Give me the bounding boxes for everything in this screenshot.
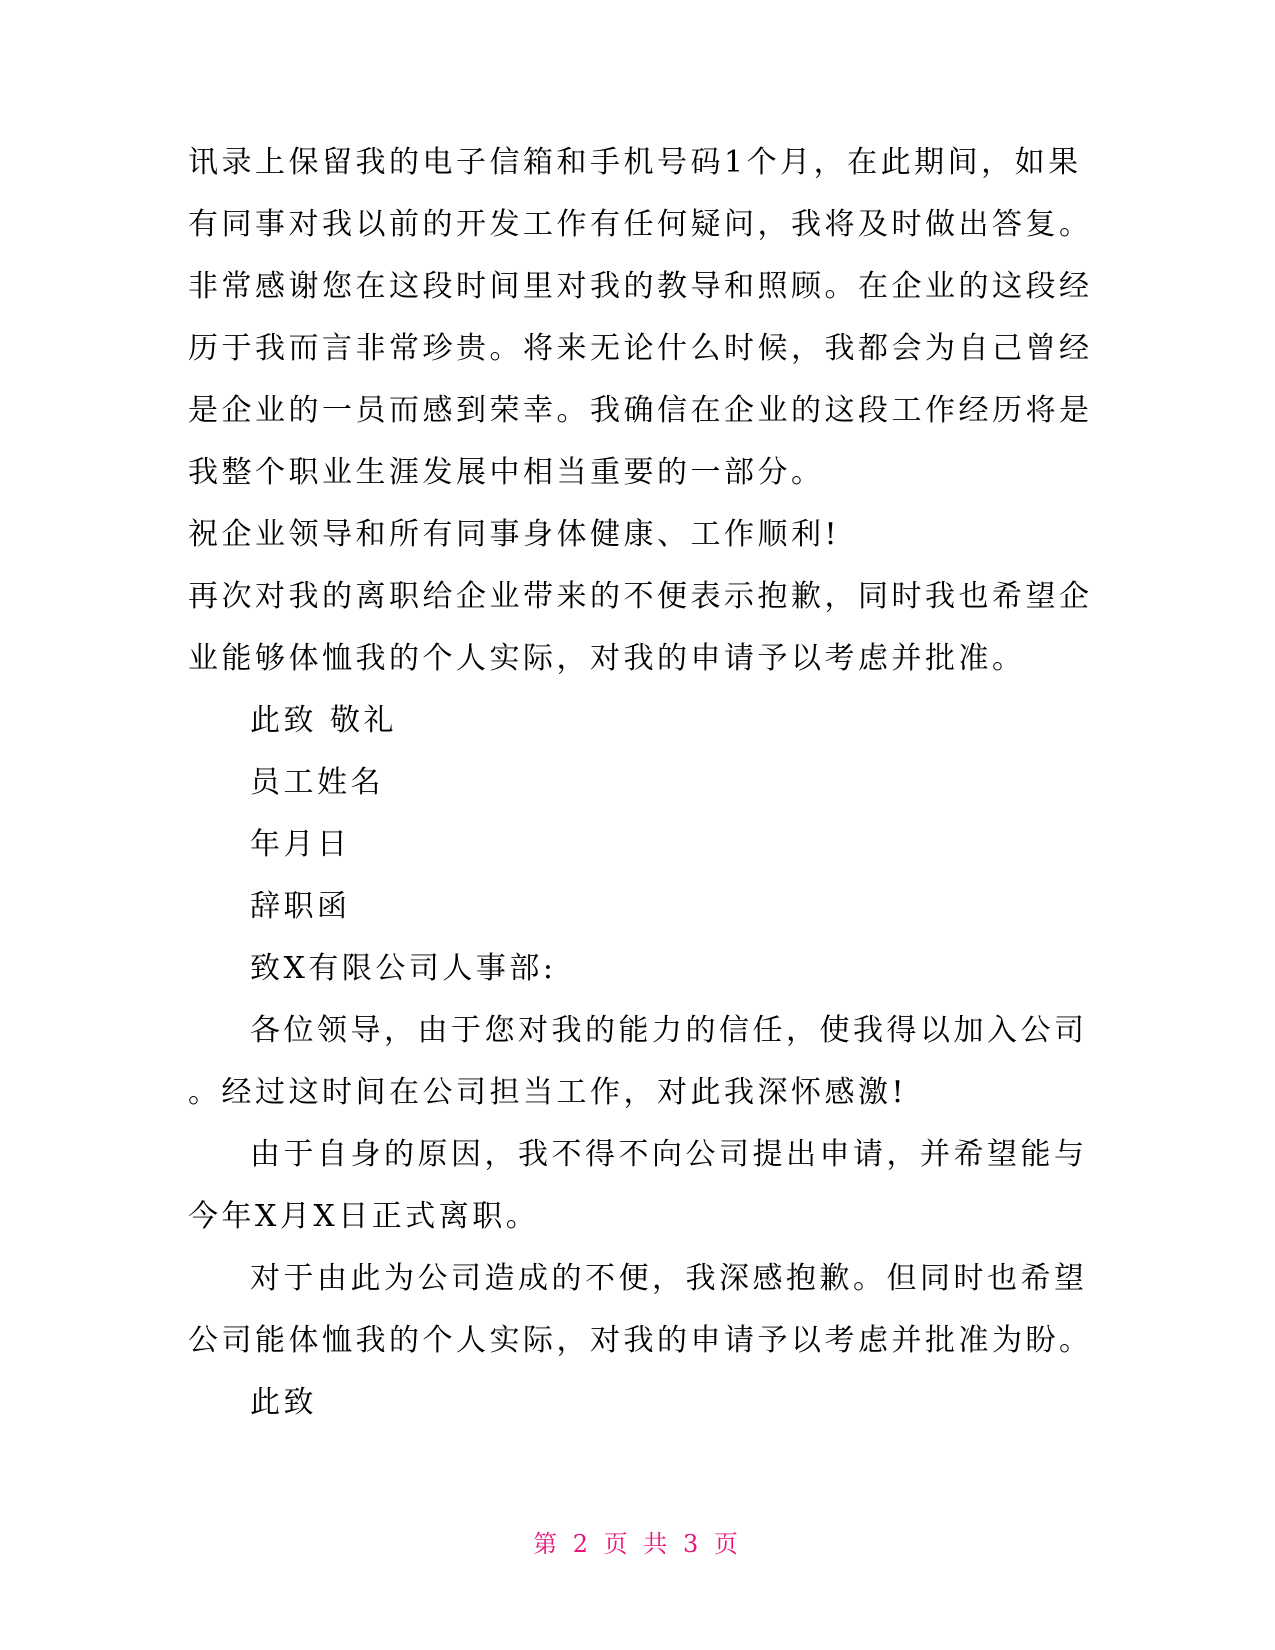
closing-salutation: 此致 敬礼 (250, 703, 398, 738)
text-line: 讯录上保留我的电子信箱和手机号码1个月，在此期间，如果 (188, 145, 1082, 180)
text-line: 由于自身的原因，我不得不向公司提出申请，并希望能与 (250, 1137, 1088, 1172)
letter-recipient: 致X有限公司人事部: (250, 951, 557, 986)
text-line: 是企业的一员而感到荣幸。我确信在企业的这段工作经历将是 (188, 393, 1093, 428)
page-number-footer: 第 2 页 共 3 页 (533, 1530, 742, 1558)
text-line: 祝企业领导和所有同事身体健康、工作顺利! (188, 517, 841, 552)
text-line: 各位领导，由于您对我的能力的信任，使我得以加入公司 (250, 1013, 1088, 1048)
text-line: 。经过这时间在公司担当工作，对此我深怀感激! (188, 1075, 908, 1110)
text-line: 再次对我的离职给企业带来的不便表示抱歉，同时我也希望企 (188, 579, 1093, 614)
text-line: 今年X月X日正式离职。 (188, 1199, 540, 1234)
text-line: 非常感谢您在这段时间里对我的教导和照顾。在企业的这段经 (188, 269, 1093, 304)
signature-name: 员工姓名 (250, 765, 384, 800)
text-line: 公司能体恤我的个人实际，对我的申请予以考虑并批准为盼。 (188, 1323, 1093, 1358)
text-line: 业能够体恤我的个人实际，对我的申请予以考虑并批准。 (188, 641, 1026, 676)
closing-salutation: 此致 (250, 1385, 317, 1420)
text-line: 我整个职业生涯发展中相当重要的一部分。 (188, 455, 825, 490)
text-line: 有同事对我以前的开发工作有任何疑问，我将及时做出答复。 (188, 207, 1093, 242)
section-title: 辞职函 (250, 889, 351, 924)
text-line: 历于我而言非常珍贵。将来无论什么时候，我都会为自己曾经 (188, 331, 1093, 366)
signature-date: 年月日 (250, 827, 351, 862)
text-line: 对于由此为公司造成的不便，我深感抱歉。但同时也希望 (250, 1261, 1088, 1296)
